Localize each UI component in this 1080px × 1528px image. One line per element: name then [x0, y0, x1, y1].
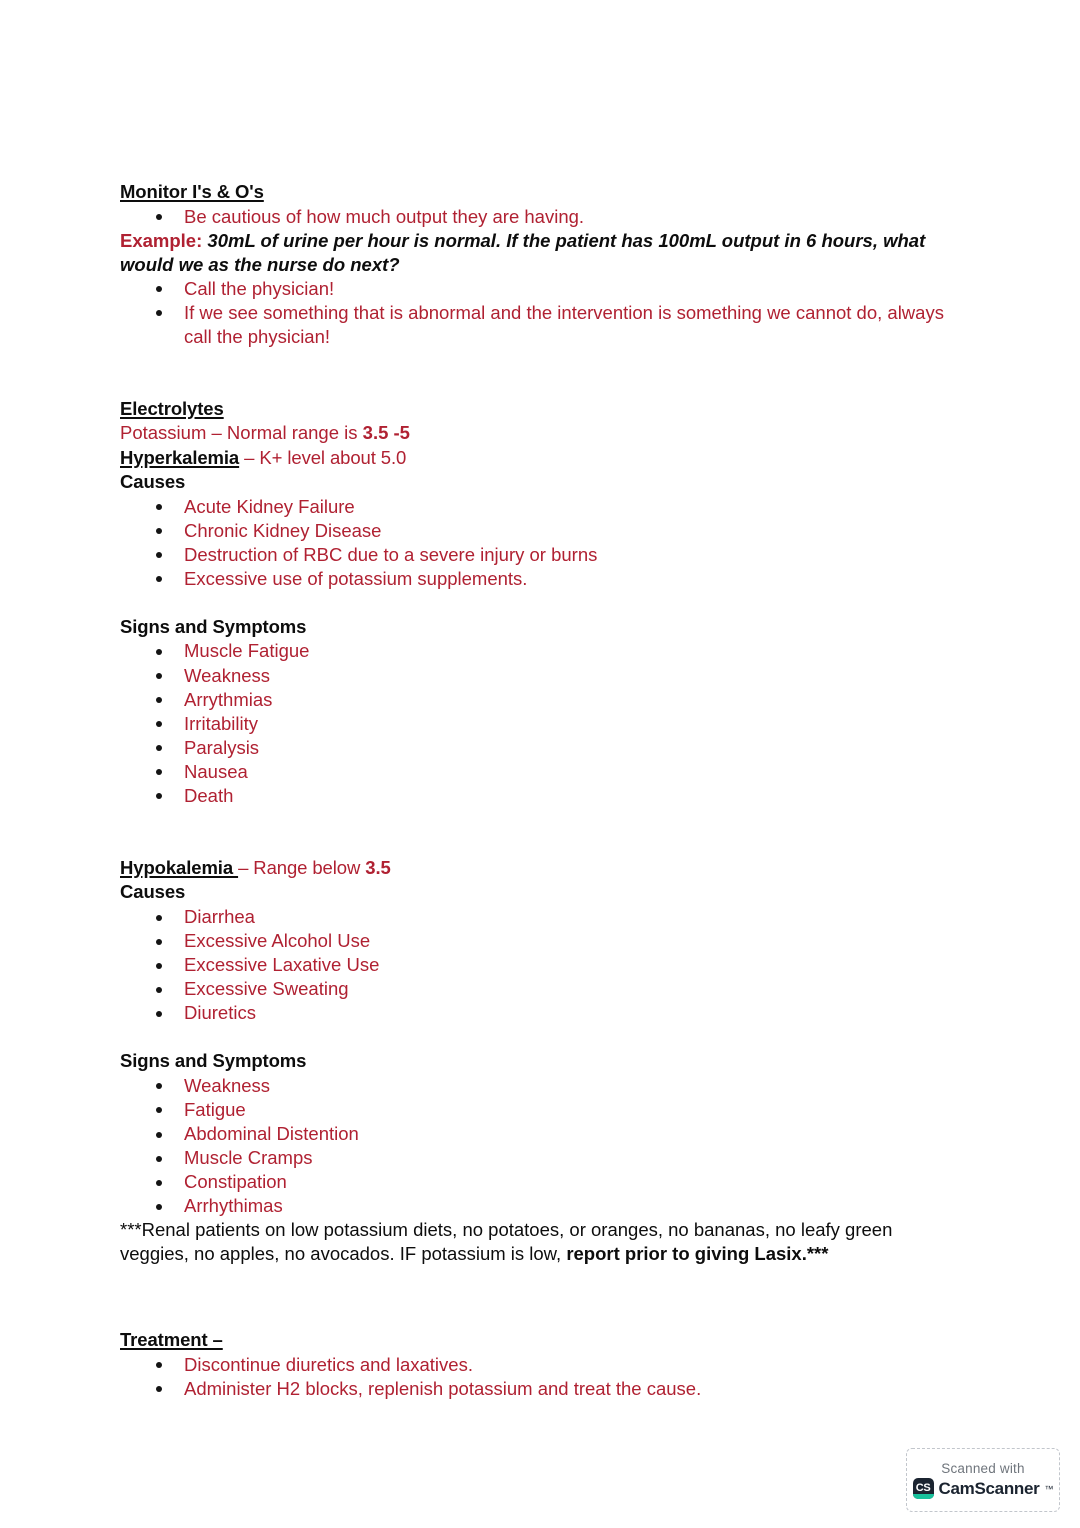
bullet-dot-icon	[156, 552, 162, 558]
hypokalemia-signs-list	[120, 1074, 965, 1218]
camscanner-watermark	[906, 1448, 1060, 1512]
list-item	[120, 1001, 965, 1025]
document-body	[120, 180, 965, 1401]
list-item-label: Weakness	[184, 664, 271, 686]
bullet-dot-icon	[156, 214, 162, 220]
list-item	[120, 1170, 965, 1194]
list-item-label: Abdominal Distention	[184, 1122, 359, 1144]
list-item-label: Paralysis	[184, 736, 260, 758]
list-item-label: Muscle Fatigue	[184, 640, 310, 662]
bullet-dot-icon	[156, 649, 162, 655]
bullet-dot-icon	[156, 1156, 162, 1162]
camscanner-brand-name: CamScanner	[938, 1478, 1040, 1498]
camscanner-logo-text: CS	[915, 1481, 931, 1494]
bullet-dot-icon	[156, 1011, 162, 1017]
list-item	[120, 664, 965, 688]
list-item	[120, 929, 965, 953]
list-item-label: Muscle Cramps	[184, 1146, 313, 1168]
example-label: Example	[120, 229, 197, 251]
potassium-range-line	[120, 421, 965, 445]
camscanner-logo-icon	[913, 1478, 934, 1499]
list-item	[120, 277, 965, 301]
bullet-dot-icon	[156, 769, 162, 775]
bullet-dot-icon	[156, 1362, 162, 1368]
bullet-dot-icon	[156, 528, 162, 534]
section-spacer	[120, 1266, 965, 1328]
bullet-dot-icon	[156, 576, 162, 582]
renal-note-bold: report prior to giving Lasix.***	[566, 1243, 829, 1265]
bullet-dot-icon	[156, 793, 162, 799]
list-item	[120, 301, 965, 349]
hypokalemia-causes-list	[120, 905, 965, 1025]
list-item	[120, 639, 965, 663]
list-item-label: Arrhythimas	[184, 1195, 283, 1217]
section-spacer	[120, 591, 965, 615]
list-item	[120, 784, 965, 808]
bullet-dot-icon	[156, 939, 162, 945]
bullet-dot-icon	[156, 1132, 162, 1138]
treatment-list	[120, 1353, 965, 1401]
list-item-label: Arrythmias	[184, 688, 273, 710]
list-item-label: Be cautious of how much output they are having.	[184, 205, 585, 227]
potassium-range-prefix: Potassium – Normal range is	[120, 422, 363, 444]
hypokalemia-detail-prefix: – Range below	[238, 856, 366, 878]
list-item-label: Excessive Laxative Use	[184, 954, 380, 976]
renal-note-plain: ***Renal patients on low potassium diets, no potatoes, or oranges, no bananas, no leafy green veggies, no apples, no avocados. IF potassium is low,	[120, 1219, 893, 1265]
section-spacer	[120, 808, 965, 856]
list-item	[120, 760, 965, 784]
monitor-bullets-top	[120, 205, 965, 229]
hyperkalemia-signs-label: Signs and Symptoms	[120, 615, 307, 637]
heading-monitor-ios	[120, 180, 965, 205]
list-item-label: Administer H2 blocks, replenish potassium and treat the cause.	[184, 1377, 702, 1399]
hyperkalemia-signs-list	[120, 639, 965, 807]
list-item	[120, 1353, 965, 1377]
potassium-range-value: 3.5 -5	[362, 422, 410, 444]
list-item	[120, 712, 965, 736]
list-item	[120, 543, 965, 567]
hypokalemia-term: Hypokalemia	[120, 856, 239, 878]
bullet-dot-icon	[156, 745, 162, 751]
section-spacer	[120, 349, 965, 397]
bullet-dot-icon	[156, 697, 162, 703]
bullet-dot-icon	[156, 1386, 162, 1392]
list-item-label: Constipation	[184, 1171, 287, 1193]
list-item	[120, 688, 965, 712]
list-item-label: Acute Kidney Failure	[184, 495, 355, 517]
section-spacer	[120, 1025, 965, 1049]
list-item-label: Excessive Alcohol Use	[184, 930, 371, 952]
hyperkalemia-causes-list	[120, 495, 965, 591]
bullet-dot-icon	[156, 1180, 162, 1186]
list-item	[120, 1146, 965, 1170]
list-item	[120, 567, 965, 591]
list-item	[120, 736, 965, 760]
example-colon: :	[196, 229, 208, 251]
camscanner-trademark: ™	[1044, 1483, 1054, 1494]
camscanner-brand-row	[913, 1478, 1054, 1499]
list-item	[120, 1122, 965, 1146]
list-item-label: If we see something that is abnormal and the intervention is something we cannot do, always call the physician!	[184, 301, 944, 347]
bullet-dot-icon	[156, 915, 162, 921]
scanned-with-label: Scanned with	[941, 1461, 1025, 1476]
bullet-dot-icon	[156, 504, 162, 510]
hypokalemia-detail-value: 3.5	[365, 856, 391, 878]
list-item-label: Chronic Kidney Disease	[184, 519, 382, 541]
bullet-dot-icon	[156, 1083, 162, 1089]
list-item	[120, 205, 965, 229]
hypokalemia-line	[120, 856, 965, 881]
bullet-dot-icon	[156, 310, 162, 316]
list-item-label: Call the physician!	[184, 277, 335, 299]
bullet-dot-icon	[156, 721, 162, 727]
bullet-dot-icon	[156, 987, 162, 993]
heading-treatment-text: Treatment –	[120, 1329, 223, 1351]
hypokalemia-causes-label: Causes	[120, 881, 186, 903]
hypokalemia-signs-label: Signs and Symptoms	[120, 1050, 307, 1072]
renal-patients-note	[120, 1218, 965, 1266]
list-item	[120, 1377, 965, 1401]
heading-treatment	[120, 1328, 965, 1353]
list-item	[120, 1098, 965, 1122]
list-item-label: Excessive Sweating	[184, 978, 349, 1000]
list-item	[120, 977, 965, 1001]
list-item	[120, 1194, 965, 1218]
list-item	[120, 495, 965, 519]
bullet-dot-icon	[156, 286, 162, 292]
bullet-dot-icon	[156, 963, 162, 969]
hyperkalemia-detail: – K+ level about 5.0	[239, 446, 407, 468]
heading-monitor-ios-text: Monitor I's & O's	[120, 181, 264, 202]
list-item-label: Destruction of RBC due to a severe injury or burns	[184, 543, 598, 565]
bullet-dot-icon	[156, 1204, 162, 1210]
list-item-label: Diarrhea	[184, 906, 255, 927]
list-item-label: Death	[184, 784, 234, 806]
list-item-label: Nausea	[184, 760, 248, 782]
list-item-label: Irritability	[184, 712, 259, 734]
list-item	[120, 1074, 965, 1098]
list-item-label: Fatigue	[184, 1098, 246, 1120]
heading-electrolytes-text: Electrolytes	[120, 397, 224, 419]
list-item	[120, 905, 965, 929]
camscanner-logo-strip	[913, 1494, 934, 1499]
example-paragraph	[120, 229, 965, 277]
example-text: 30mL of urine per hour is normal. If the patient has 100mL output in 6 hours, what would we as the nurse do next?	[120, 229, 926, 275]
list-item-label: Excessive use of potassium supplements.	[184, 567, 528, 589]
bullet-dot-icon	[156, 1107, 162, 1113]
hyperkalemia-line	[120, 446, 965, 471]
list-item-label: Diuretics	[184, 1002, 256, 1024]
monitor-bullets-bottom	[120, 277, 965, 349]
hyperkalemia-term: Hyperkalemia	[120, 446, 240, 468]
list-item-label: Weakness	[184, 1074, 271, 1096]
heading-electrolytes	[120, 397, 965, 422]
bullet-dot-icon	[156, 673, 162, 679]
list-item	[120, 519, 965, 543]
list-item	[120, 953, 965, 977]
hyperkalemia-causes-label: Causes	[120, 471, 186, 493]
list-item-label: Discontinue diuretics and laxatives.	[184, 1353, 473, 1375]
